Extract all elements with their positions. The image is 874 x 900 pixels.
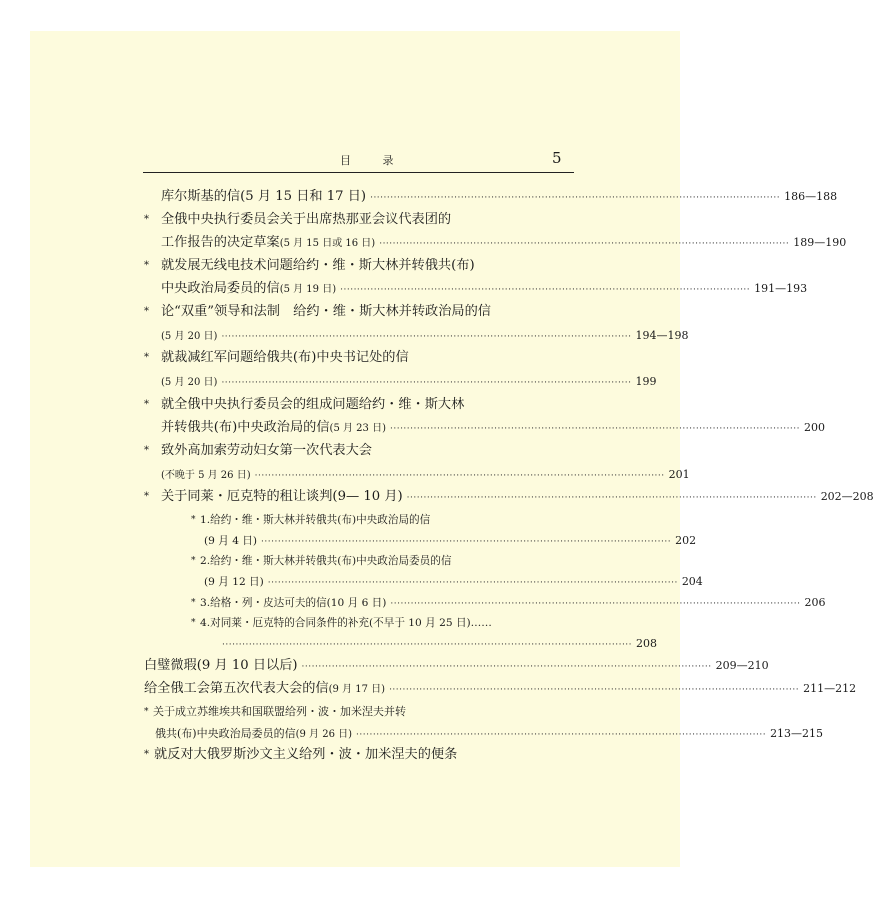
- toc-entry: 库尔斯基的信(5 月 15 日和 17 日) ·························································································································· 186—188: [161, 187, 574, 207]
- dot-leader: ··························································································································: [221, 378, 632, 388]
- page-range: 191—193: [754, 282, 808, 295]
- asterisk-marker: *: [144, 707, 149, 717]
- asterisk-marker: *: [144, 260, 149, 271]
- asterisk-marker: *: [144, 749, 149, 760]
- toc-entry-continuation: 工作报告的决定草案 (5 月 15 日或 16 日) ·························································································································· 189—190: [161, 233, 574, 253]
- dot-leader: ··························································································································: [379, 239, 790, 249]
- page-range: 204: [681, 575, 703, 588]
- toc-entry-continuation: 中央政治局委员的信 (5 月 19 日) ·························································································································· 191—193: [161, 279, 574, 299]
- dot-leader: ··························································································································: [389, 685, 800, 695]
- toc-subentry: 4.对同莱・厄克特的合同条件的补充(不早于 10 月 25 日)……: [200, 617, 492, 629]
- toc-entry-continuation: 俄共(布)中央政治局委员的信 (9 月 26 日) ·························································································································· 213—215: [155, 724, 574, 744]
- dot-leader: ··························································································································: [261, 537, 672, 547]
- running-title: 目 录: [340, 154, 408, 167]
- toc-entry-continuation: (5 月 20 日) ·························································································································· 194—198: [161, 326, 574, 346]
- page-range: 202: [675, 534, 697, 547]
- dot-leader: ··························································································································: [267, 578, 678, 588]
- toc-subentry-continuation: [222, 634, 658, 654]
- toc-entry: 给全俄工会第五次代表大会的信 (9 月 17 日) ·························································································································· 211—212: [144, 679, 574, 699]
- page-range: 213—215: [770, 727, 824, 740]
- asterisk-marker: *: [144, 306, 149, 317]
- toc-entry: 就反对大俄罗斯沙文主义给列・波・加米涅夫的便条: [154, 747, 458, 762]
- dot-leader: ··························································································································: [389, 424, 801, 434]
- dot-leader: ··························································································································: [301, 662, 712, 672]
- asterisk-marker: *: [191, 618, 196, 628]
- asterisk-marker: *: [144, 445, 149, 456]
- page-range: 194—198: [635, 329, 689, 342]
- page-range: 201: [668, 468, 690, 481]
- page-range: 200: [804, 421, 826, 434]
- page-range: 202—208: [820, 490, 874, 503]
- asterisk-marker: *: [144, 214, 149, 225]
- dot-leader: ··························································································································: [221, 332, 632, 342]
- toc-subentry-continuation: (9 月 4 日) ·························································································································· 202: [204, 531, 574, 551]
- toc-entry: 致外高加索劳动妇女第一次代表大会: [161, 443, 372, 458]
- asterisk-marker: *: [144, 352, 149, 363]
- dot-leader: ··························································································································: [222, 640, 633, 650]
- page-range: 208: [636, 637, 658, 650]
- dot-leader: ··························································································································: [254, 471, 665, 481]
- dot-leader: ··························································································································: [356, 730, 767, 740]
- asterisk-marker: *: [144, 491, 149, 502]
- toc-entry: 就全俄中央执行委员会的组成问题给约・维・斯大林: [161, 397, 465, 412]
- page-range: 206: [804, 596, 826, 609]
- toc-subentry: 2.给约・维・斯大林并转俄共(布)中央政治局委员的信: [200, 555, 452, 567]
- toc-subentry-continuation: (9 月 12 日) ·························································································································· 204: [204, 572, 574, 592]
- toc-entry: 白璧微瑕(9 月 10 日以后) ·························································································································· 209—210: [144, 656, 574, 676]
- toc-entry: 关于同莱・厄克特的租让谈判(9— 10 月) ·························································································································· 202—208: [161, 487, 574, 507]
- toc-entry: 关于成立苏维埃共和国联盟给列・波・加米涅夫并转: [153, 705, 406, 718]
- toc-entry: 就发展无线电技术问题给约・维・斯大林并转俄共(布): [161, 258, 475, 273]
- toc-entry-continuation: (不晚于 5 月 26 日) ·························································································································· 201: [161, 465, 574, 485]
- page-range: 189—190: [793, 236, 847, 249]
- toc-entry-continuation: (5 月 20 日) ·························································································································· 199: [161, 372, 574, 392]
- page-range: 199: [635, 375, 657, 388]
- dot-leader: ··························································································································: [390, 599, 801, 609]
- toc-subentry: 3.给格・列・皮达可夫的信(10 月 6 日) ·························································································································· 206: [200, 593, 574, 613]
- toc-entry: 全俄中央执行委员会关于出席热那亚会议代表团的: [161, 212, 452, 227]
- page-range: 211—212: [803, 682, 857, 695]
- toc-subentry: 1.给约・维・斯大林并转俄共(布)中央政治局的信: [200, 514, 431, 526]
- page-range: 209—210: [715, 659, 769, 672]
- dot-leader: ··························································································································: [340, 285, 751, 295]
- toc-entry: 就裁减红军问题给俄共(布)中央书记处的信: [161, 350, 409, 365]
- toc-entry: 论“双重”领导和法制 给约・维・斯大林并转政治局的信: [161, 304, 491, 319]
- asterisk-marker: *: [191, 556, 196, 566]
- page-number: 5: [552, 149, 562, 167]
- dot-leader: ··························································································································: [370, 193, 781, 203]
- dot-leader: ··························································································································: [406, 493, 817, 503]
- asterisk-marker: *: [191, 598, 196, 608]
- toc-entry-continuation: 并转俄共(布)中央政治局的信 (5 月 23 日) ·························································································································· 200: [161, 418, 574, 438]
- asterisk-marker: *: [144, 399, 149, 410]
- page-range: 186—188: [784, 190, 838, 203]
- asterisk-marker: *: [191, 515, 196, 525]
